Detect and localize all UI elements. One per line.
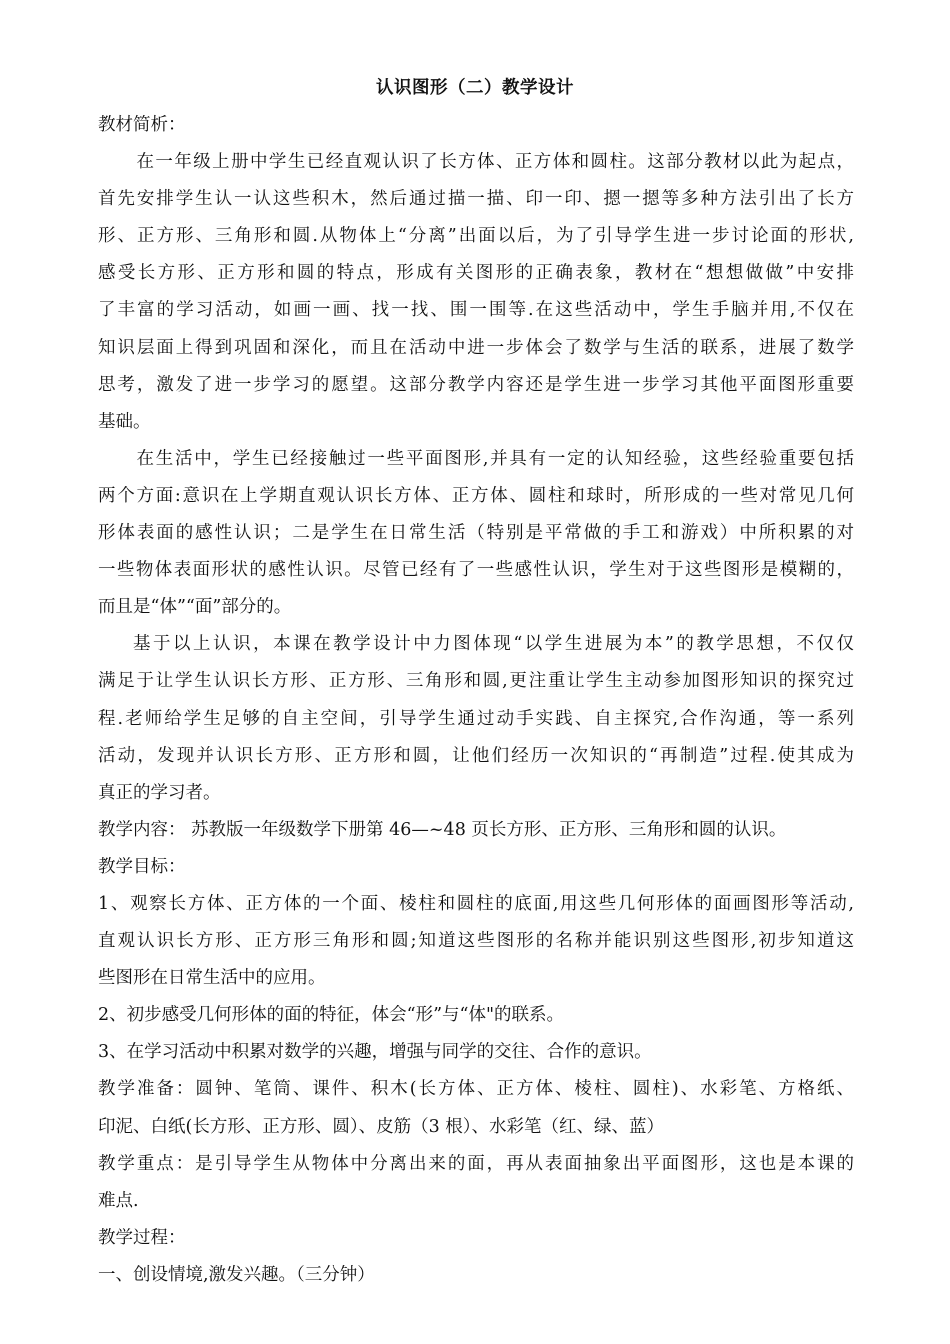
text-line: 程.老师给学生足够的自主空间，引导学生通过动手实践、自主探究,合作沟通，等一系列: [98, 708, 854, 729]
document-body: [98, 107, 854, 1294]
text-line: 一、创设情境,激发兴趣。（三分钟）: [98, 1264, 375, 1285]
text-line: 基于以上认识，本课在教学设计中力图体现“以学生进展为本”的教学思想，不仅仅: [133, 634, 854, 655]
text-line: 而且是“体”“面”部分的。: [98, 597, 292, 618]
text-line: 思考，激发了进一步学习的愿望。这部分教学内容还是学生进一步学习其他平面图形重要: [98, 374, 854, 395]
document-title: 认识图形（二）教学设计: [376, 78, 574, 98]
text-line: 真正的学习者。: [98, 782, 221, 803]
text-line: 满足于让学生认识长方形、正方形、三角形和圆,更注重让学生主动参加图形知识的探究过: [98, 671, 854, 692]
text-line: 直观认识长方形、正方形三角形和圆;知道这些图形的名称并能识别这些图形,初步知道这: [98, 931, 854, 952]
text-line: 基础。: [98, 411, 151, 432]
text-line: 难点.: [98, 1190, 139, 1211]
text-line: 教材简析：: [98, 115, 186, 135]
text-line: 在生活中，学生已经接触过一些平面图形,并具有一定的认知经验，这些经验重要包括: [136, 448, 854, 469]
text-line: 教学重点：是引导学生从物体中分离出来的面，再从表面抽象出平面图形，这也是本课的: [98, 1153, 854, 1174]
text-line: 1、观察长方体、正方体的一个面、棱柱和圆柱的底面,用这些几何形体的面画图形等活动,: [98, 893, 854, 914]
text-line: 两个方面:意识在上学期直观认识长方体、正方体、圆柱和球时，所形成的一些对常见几何: [98, 485, 854, 506]
text-line: 活动，发现并认识长方形、正方形和圆，让他们经历一次知识的“再制造”过程.使其成为: [98, 745, 854, 766]
text-line: 形体表面的感性认识；二是学生在日常生活（特别是平常做的手工和游戏）中所积累的对: [98, 523, 854, 544]
text-line: 3、在学习活动中积累对数学的兴趣，增强与同学的交往、合作的意识。: [98, 1042, 652, 1063]
text-line: 教学准备：圆钟、笔筒、课件、积木(长方体、正方体、棱柱、圆柱)、水彩笔、方格纸、: [98, 1079, 854, 1100]
text-line: 了丰富的学习活动，如画一画、找一找、围一围等.在这些活动中，学生手脑并用,不仅在: [98, 300, 854, 321]
text-line: 感受长方形、正方形和圆的特点，形成有关图形的正确表象，教材在“想想做做”中安排: [98, 263, 854, 284]
text-line: 形、正方形、三角形和圆.从物体上“分离”出面以后，为了引导学生进一步讨论面的形状,: [98, 226, 854, 247]
text-line: 一些物体表面形状的感性认识。尽管已经有了一些感性认识，学生对于这些图形是模糊的，: [98, 560, 854, 581]
text-line: 印泥、白纸(长方形、正方形、圆）、皮筋（3 根）、水彩笔（红、绿、蓝）: [98, 1116, 665, 1137]
text-line: 知识层面上得到巩固和深化，而且在活动中进一步体会了数学与生活的联系，进展了数学: [98, 337, 854, 358]
text-line: 教学过程：: [98, 1227, 186, 1248]
text-line: 2、初步感受几何形体的面的特征，体会“形”与“体"的联系。: [98, 1005, 565, 1026]
text-line: 在一年级上册中学生已经直观认识了长方体、正方体和圆柱。这部分教材以此为起点，: [136, 152, 854, 173]
text-line: 教学内容： 苏教版一年级数学下册第 46—~48 页长方形、正方形、三角形和圆的认识。: [98, 819, 787, 840]
text-line: 首先安排学生认一认这些积木，然后通过描一描、印一印、摁一摁等多种方法引出了长方: [98, 189, 854, 210]
text-line: 些图形在日常生活中的应用。: [98, 968, 326, 989]
text-line: 教学目标：: [98, 856, 186, 877]
